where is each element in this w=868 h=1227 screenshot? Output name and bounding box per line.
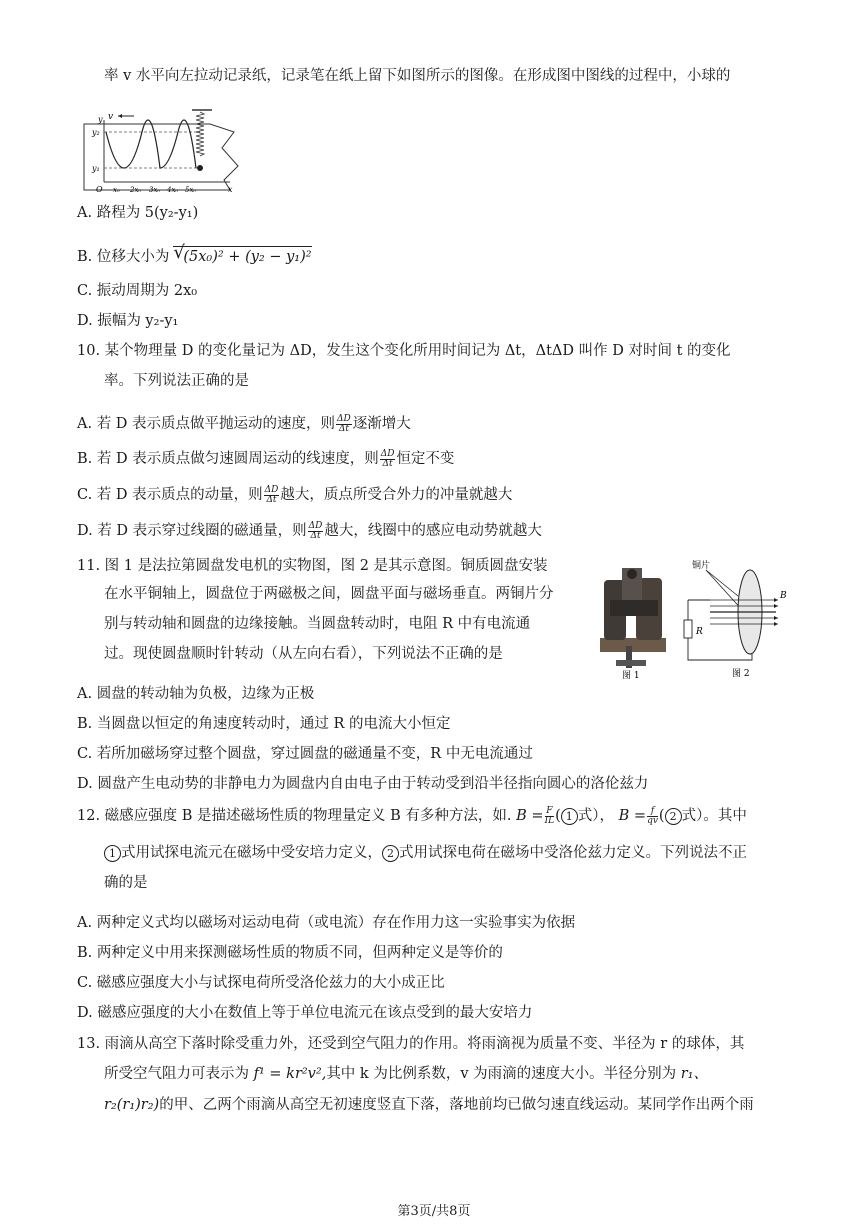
q13-line3-post: 的甲、乙两个雨滴从高空无初速度竖直下落，落地前均已做匀速直线运动。某同学作出两个雨	[159, 1097, 754, 1113]
circled-1: 1	[561, 808, 578, 825]
q11-option-a: A. 圆盘的转动轴为负极，边缘为正极	[77, 686, 315, 702]
drag-formula: f¹ = kr²v²,	[253, 1066, 327, 1082]
q12-option-a: A. 两种定义式均以磁场对运动电荷（或电流）存在作用力这一实验事实为依据	[77, 915, 576, 931]
q9-option-b-label: B. 位移大小为	[77, 249, 170, 265]
y1-label: y₁	[92, 164, 100, 173]
faraday-generator-photo	[596, 560, 676, 680]
q12-line1-pre: 12. 磁感应强度 B 是描述磁场性质的物理量定义 B 有多种方法，如.	[77, 808, 512, 824]
q11-option-d: D. 圆盘产生电动势的非静电力为圆盘内自由电子由于转动受到沿半径指向圆心的洛伦兹力	[77, 776, 649, 792]
q12-line2-a: 式用试探电流元在磁场中受安培力定义，	[121, 845, 382, 861]
q9-option-a: A. 路程为 5(y₂-y₁)	[77, 205, 199, 221]
tick-2: 2x₀	[130, 186, 142, 194]
q11-stem-line1: 11. 图 1 是法拉第圆盘发电机的实物图，图 2 是其示意图。铜质圆盘安装	[77, 558, 548, 574]
q10-b-post: 恒定不变	[396, 451, 455, 467]
rate-fraction: $\frac{\Delta D}{\Delta t}$	[308, 520, 323, 541]
r1-label: r₁、	[680, 1066, 708, 1082]
sqrt-content: (5x₀)² + (y₂ − y₁)²	[183, 249, 312, 265]
q12-option-c: C. 磁感应强度大小与试探电荷所受洛伦兹力的大小成正比	[77, 975, 445, 991]
q10-stem-line2: 率。下列说法正确的是	[104, 373, 249, 389]
q12-line2-b: 式用试探电荷在磁场中受洛伦兹力定义。下列说法不正	[399, 845, 747, 861]
q12-option-d: D. 磁感应强度的大小在数值上等于单位电流元在该点受到的最大安培力	[77, 1005, 533, 1021]
q10-c-pre: C. 若 D 表示质点的动量，则	[77, 487, 263, 503]
q10-option-a	[77, 414, 411, 434]
sqrt-sign: √	[173, 242, 185, 263]
q11-option-c: C. 若所加磁场穿过整个圆盘，穿过圆盘的磁通量不变，R 中无电流通过	[77, 746, 533, 762]
tick-1: x₀	[113, 186, 120, 194]
q10-a-post: 逐渐增大	[352, 416, 411, 432]
q11-stem-line2: 在水平铜轴上，圆盘位于两磁极之间，圆盘平面与磁场垂直。两铜片分	[104, 586, 554, 602]
copper-label: 铜片	[692, 561, 711, 571]
radius-relation: r₂(r₁)r₂)	[104, 1097, 160, 1113]
fig1-caption: 图 1	[622, 671, 640, 680]
q10-stem-line1: 10. 某个物理量 D 的变化量记为 ΔD，发生这个变化所用时间记为 Δt，ΔtΔD 叫作 D 对时间 t 的变化	[77, 343, 731, 359]
tick-4: 4x₀	[167, 186, 179, 194]
eq1-lhs: B =	[516, 808, 544, 824]
fig2-caption: 图 2	[732, 669, 750, 679]
q13-stem-line2	[104, 1064, 708, 1084]
eq1-tag: 式）	[577, 808, 600, 824]
q10-d-pre: D. 若 D 表示穿过线圈的磁通量，则	[77, 523, 307, 539]
q9-option-c: C. 振动周期为 2x₀	[77, 283, 198, 299]
q12-stem-line2	[104, 843, 747, 863]
resistor-label: R	[696, 627, 703, 637]
sqrt-expression	[173, 242, 312, 267]
y2-label: y₂	[92, 128, 100, 137]
q10-a-pre: A. 若 D 表示质点做平抛运动的速度，则	[77, 416, 336, 432]
q11-stem-line4: 过。现使圆盘顺时针转动（从左向右看），下列说法不正确的是	[104, 646, 503, 662]
tick-3: 3x₀	[149, 186, 161, 194]
q10-d-post: 越大，线圈中的感应电动势就越大	[324, 523, 542, 539]
q12-stem-line3: 确的是	[104, 875, 148, 891]
q13-line2-post: 其中 k 为比例系数，v 为雨滴的速度大小。半径分别为	[326, 1066, 677, 1082]
q12-option-b: B. 两种定义中用来探测磁场性质的物质不同，但两种定义是等价的	[77, 945, 503, 961]
b-field-label: B	[780, 591, 787, 601]
origin-label: O	[96, 185, 103, 194]
y-axis-label: y	[98, 115, 103, 124]
q12-stem-line1: 12. 磁感应强度 B 是描述磁场性质的物理量定义 B 有多种方法，如. B = $\frac{F}{IL}$ ( 1 式）， B = $\frac{f}{qv}$ ( 2 式）。其中	[77, 805, 747, 826]
rate-fraction: $\frac{\Delta D}{\Delta t}$	[380, 448, 395, 469]
eq2-lhs: B =	[618, 808, 647, 824]
intro-line: 率 v 水平向左拉动记录纸，记录笔在纸上留下如图所示的图像。在形成图中图线的过程中，小球的	[104, 68, 731, 84]
eq2-tag: 式）。其中	[681, 808, 747, 824]
q13-stem-line3	[104, 1095, 754, 1115]
faraday-schematic	[680, 556, 790, 680]
q13-line2-pre: 所受空气阻力可表示为	[104, 1066, 249, 1082]
tick-5: 5x₀	[185, 186, 197, 194]
q10-c-post: 越大，质点所受合外力的冲量就越大	[280, 487, 513, 503]
rate-fraction: $\frac{\Delta D}{\Delta t}$	[264, 484, 279, 505]
circled-2: 2	[665, 808, 682, 825]
rate-fraction: $\frac{\Delta D}{\Delta t}$	[337, 413, 351, 434]
q9-option-b	[77, 242, 312, 267]
circled-2: 2	[382, 845, 399, 862]
x-axis-label: x	[228, 185, 233, 194]
q10-option-b	[77, 449, 454, 469]
q11-option-b: B. 当圆盘以恒定的角速度转动时，通过 R 的电流大小恒定	[77, 716, 451, 732]
eq2-fraction: $\frac{f}{qv}$	[647, 805, 658, 826]
v-label: v	[108, 112, 114, 122]
q10-option-d	[77, 521, 542, 541]
recording-figure	[82, 108, 242, 194]
q10-option-c	[77, 485, 512, 505]
q9-option-d: D. 振幅为 y₂-y₁	[77, 313, 179, 329]
page-footer: 第3页/共8页	[397, 1204, 471, 1219]
eq1-fraction: $\frac{F}{IL}$	[544, 805, 555, 826]
q11-stem-line3: 别与转动轴和圆盘的边缘接触。当圆盘转动时，电阻 R 中有电流通	[104, 616, 531, 632]
q10-b-pre: B. 若 D 表示质点做匀速圆周运动的线速度，则	[77, 451, 379, 467]
q13-stem-line1: 13. 雨滴从高空下落时除受重力外，还受到空气阻力的作用。将雨滴视为质量不变、半径为 r 的球体，其	[77, 1036, 745, 1052]
circled-1: 1	[104, 845, 121, 862]
